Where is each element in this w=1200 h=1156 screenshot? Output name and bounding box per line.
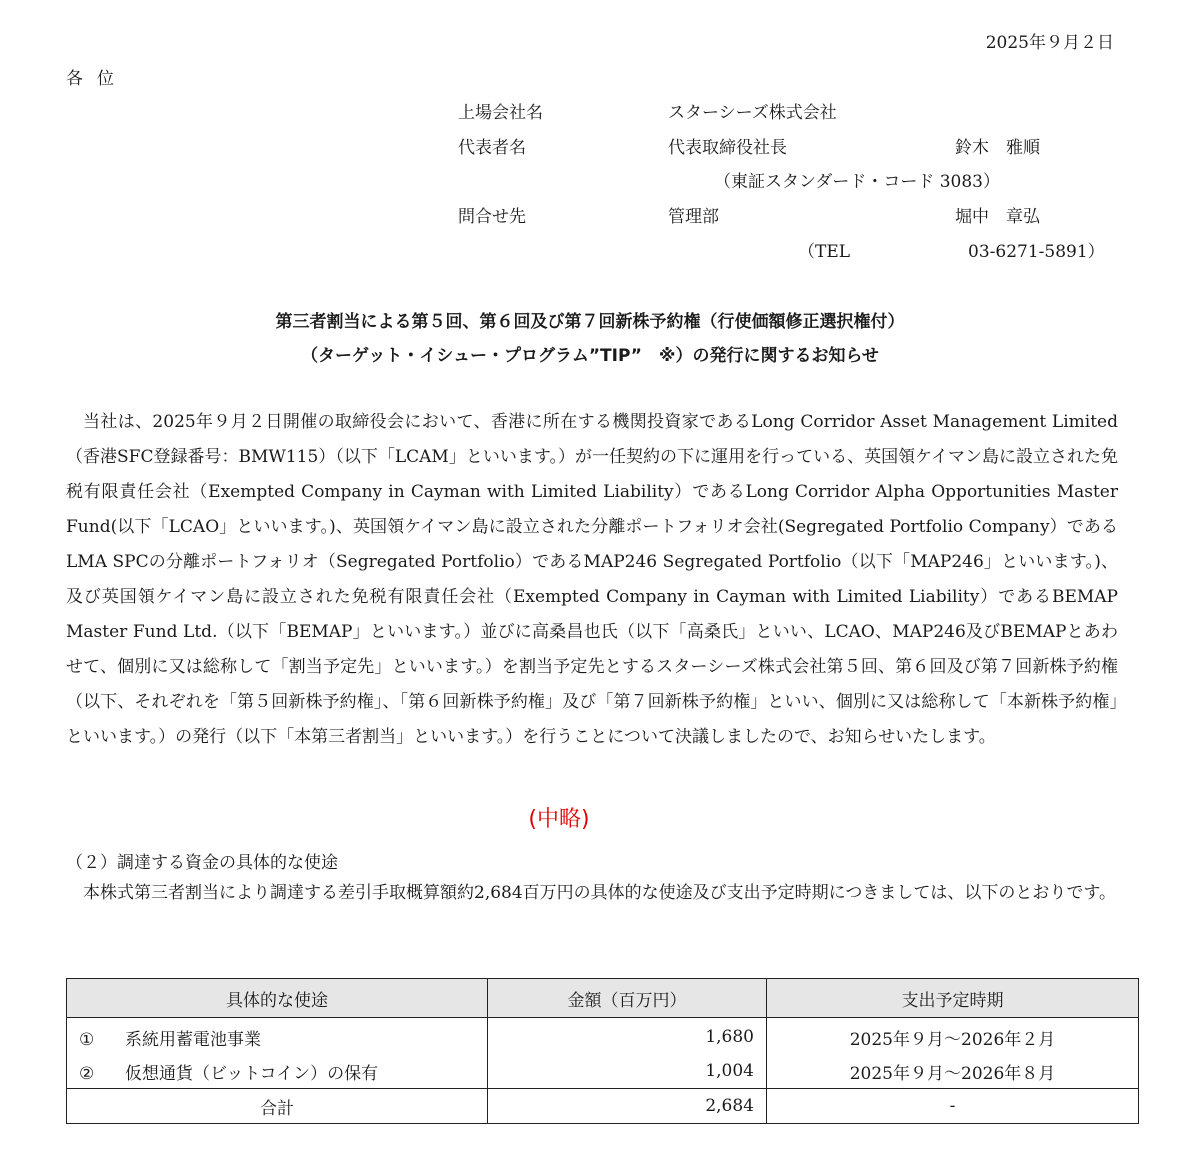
listed-company-value: スターシーズ株式会社 (668, 103, 837, 123)
representative-label: 代表者名 (458, 138, 526, 158)
representative-name: 鈴木 雅順 (955, 138, 1040, 158)
contact-department: 管理部 (668, 207, 719, 227)
addressee: 各位 (66, 69, 128, 89)
row-amount: 1,004 (488, 1054, 767, 1089)
representative-title: 代表取締役社長 (668, 138, 787, 158)
row-use: 仮想通貨（ビットコイン）の保有 (125, 1063, 379, 1084)
header-amount: 金額（百万円） (488, 979, 767, 1018)
title-line-1: 第三者割当による第５回、第６回及び第７回新株予約権（行使価額修正選択権付） (275, 312, 905, 332)
header-period: 支出予定時期 (767, 979, 1139, 1018)
listed-company-label: 上場会社名 (458, 103, 543, 123)
row-number: ① (79, 1029, 95, 1050)
table-row (67, 1054, 1139, 1089)
omitted-note: (中略) (528, 807, 590, 832)
row-period: 2025年９月～2026年２月 (767, 1018, 1139, 1055)
stock-code: （東証スタンダード・コード 3083） (714, 172, 1000, 192)
title-line-2: （ターゲット・イシュー・プログラム”TIP” ※）の発行に関するお知らせ (301, 346, 879, 366)
contact-name: 堀中 章弘 (955, 207, 1040, 227)
table-total-row (67, 1089, 1139, 1124)
intro-paragraph: 当社は、2025年９月２日開催の取締役会において、香港に所在する機関投資家であるLong Corridor Asset Management Limited（香港SFC登録番号：BMW115）（以下「LCAM」といいます。）が一任契約の下に運用を行っている、英国領ケイマン島に設立された免税有限責任会社（Exempted Company in Cayman with Limited Liability）であるLong Corridor Alpha Opportunities Master Fund(以下「LCAO」といいます。)、英国領ケイマン島に設立された分離ポートフォリオ会社(Segregated Portfolio Company）であるLMA SPCの分離ポートフォリオ（Segregated Portfolio）であるMAP246 Segregated Portfolio（以下「MAP246」といいます。)、及び英国領ケイマン島に設立された免税有限責任会社（Exempted Company in Cayman with Limited Liability）であるBEMAP Master Fund Ltd.（以下「BEMAP」といいます。）並びに高桑昌也氏（以下「高桑氏」といい、LCAO、MAP246及びBEMAPとあわせて、個別に又は総称して「割当予定先」といいます。）を割当予定先とするスターシーズ株式会社第５回、第６回及び第７回新株予約権（以下、それぞれを「第５回新株予約権」、「第６回新株予約権」及び「第７回新株予約権」といい、個別に又は総称して「本新株予約権」といいます。）の発行（以下「本第三者割当」といいます。）を行うことについて決議しましたので、お知らせいたします。 (66, 412, 1118, 747)
fund-usage-table (66, 978, 1139, 1124)
row-amount: 1,680 (488, 1018, 767, 1055)
row-number: ② (79, 1063, 95, 1084)
section-heading: （２）調達する資金の具体的な使途 (66, 853, 338, 873)
table-header-row (67, 979, 1139, 1018)
table-row (67, 1018, 1139, 1055)
total-label: 合計 (67, 1089, 488, 1124)
header-use: 具体的な使途 (67, 979, 488, 1018)
usage-paragraph: 本株式第三者割当により調達する差引手取概算額約2,684百万円の具体的な使途及び支出予定時期につきましては、以下のとおりです。 (83, 883, 1116, 903)
tel-label: （TEL (798, 242, 851, 262)
contact-label: 問合せ先 (458, 207, 526, 227)
row-period: 2025年９月～2026年８月 (767, 1054, 1139, 1089)
document-date: 2025年９月２日 (985, 33, 1114, 53)
total-amount: 2,684 (488, 1089, 767, 1124)
row-use: 系統用蓄電池事業 (125, 1029, 261, 1050)
total-period: - (767, 1089, 1139, 1124)
tel-number: 03-6271-5891） (968, 242, 1105, 262)
